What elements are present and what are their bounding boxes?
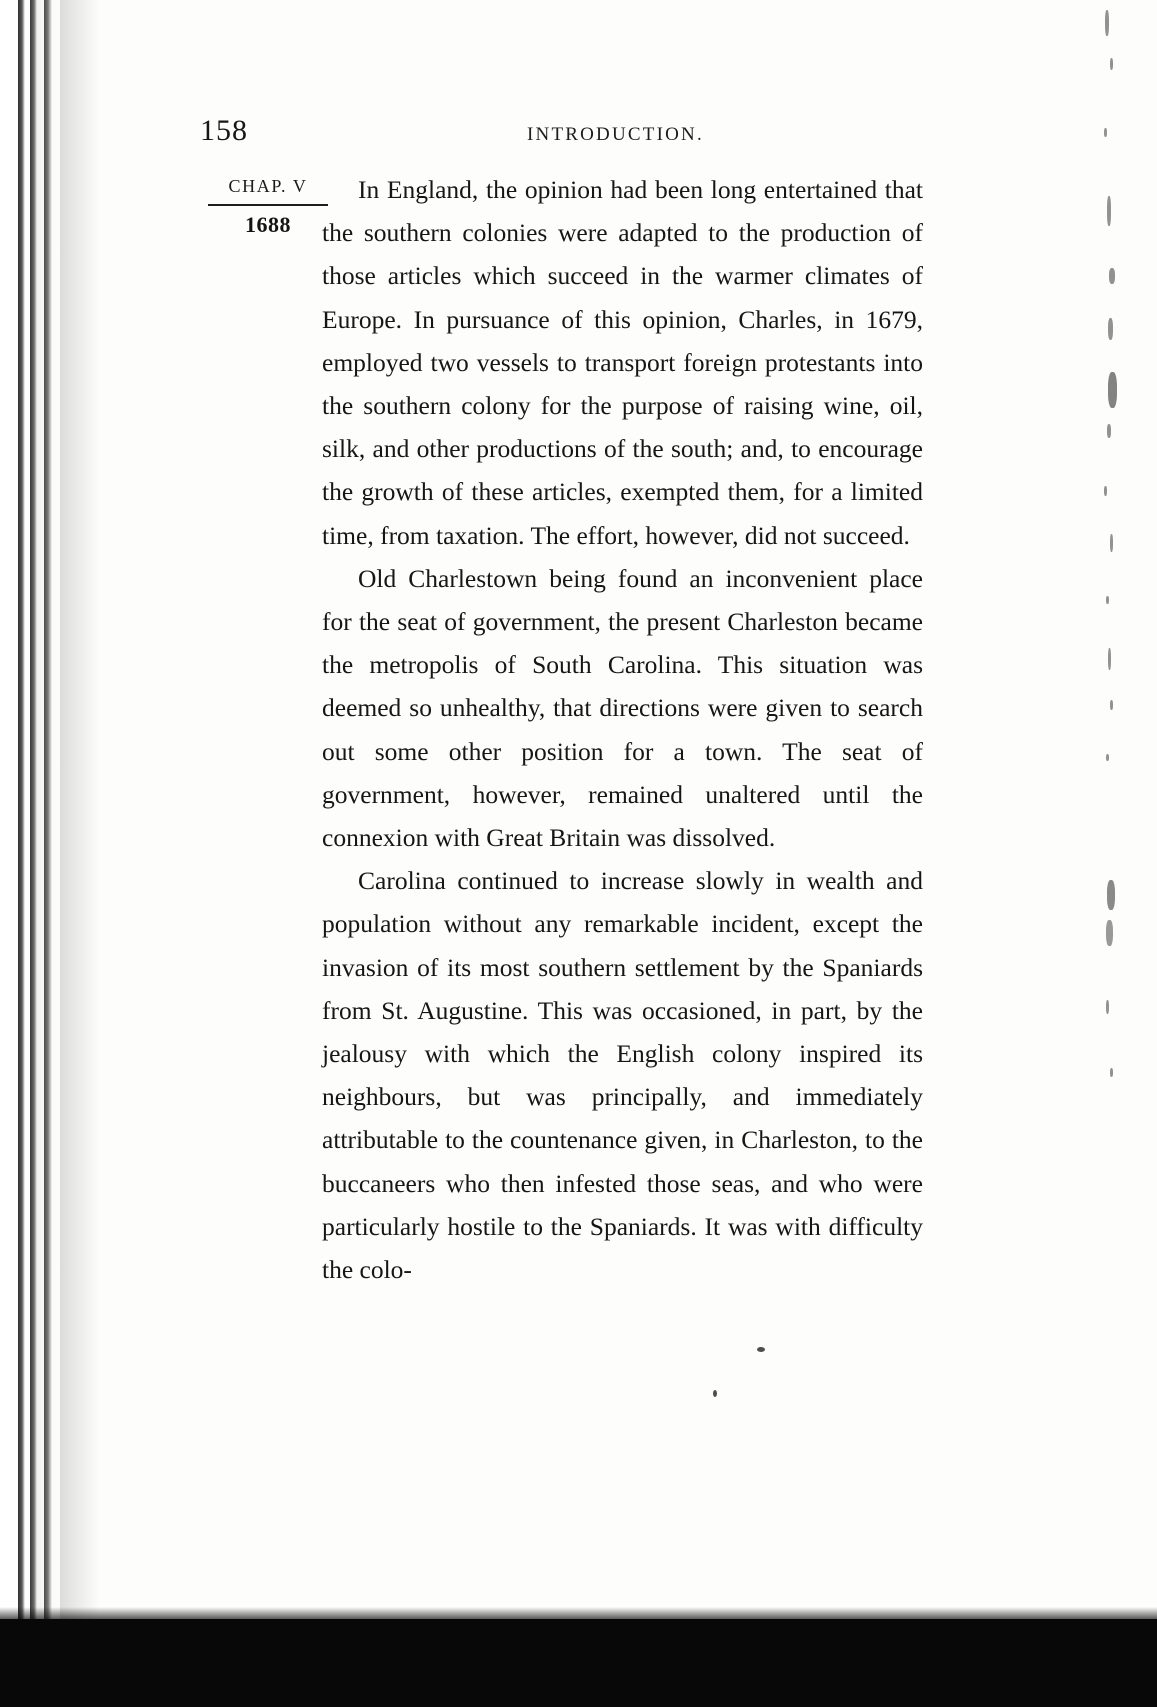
- scan-stray-mark: [757, 1347, 765, 1352]
- page-number: 158: [200, 114, 248, 147]
- paragraph: In England, the opinion had been long entertained that the southern colonies were adapted to the production of those articles which succeed in the warmer climates of Europe. In pursuance of this opinion, Charles, in 1679, employed two vessels to transport foreign protestants into the southern colony for the purpose of raising wine, oil, silk, and other productions of the south; and, to encourage the growth of these articles, exempted them, for a limited time, from taxation. The effort, however, did not succeed.: [322, 175, 923, 550]
- scan-bottom-edge: [0, 1619, 1157, 1707]
- marginal-note: [206, 176, 330, 238]
- gutter-gradient: [60, 0, 100, 1620]
- body-text-column: [322, 168, 923, 1291]
- running-head: INTRODUCTION.: [527, 124, 704, 145]
- marginal-chapter-label: CHAP. V: [228, 176, 308, 196]
- paragraph: Carolina continued to increase slowly in wealth and population without any remarkable incident, except the invasion of its most southern settlement by the Spaniards from St. Augustine. This was occasioned, in part, by the jealousy with which the English colony inspired its neighbours, but was principally, and immediately attributable to the countenance given, in Charleston, to the buccaneers who then infested those seas, and who were particularly hostile to the Spaniards. It was with difficulty the colo-: [322, 866, 923, 1285]
- marginal-divider-rule: [208, 204, 328, 206]
- marginal-year-label: 1688: [245, 212, 291, 237]
- scan-speckle-artifacts: [1067, 0, 1157, 1620]
- paragraph: Old Charlestown being found an inconvenient place for the seat of government, the present Charleston became the metropolis of South Carolina. This situation was deemed so unhealthy, that directions were given to search out some other position for a town. The seat of government, however, remained unaltered until the connexion with Great Britain was dissolved.: [322, 563, 923, 853]
- scan-stray-mark: [713, 1390, 717, 1397]
